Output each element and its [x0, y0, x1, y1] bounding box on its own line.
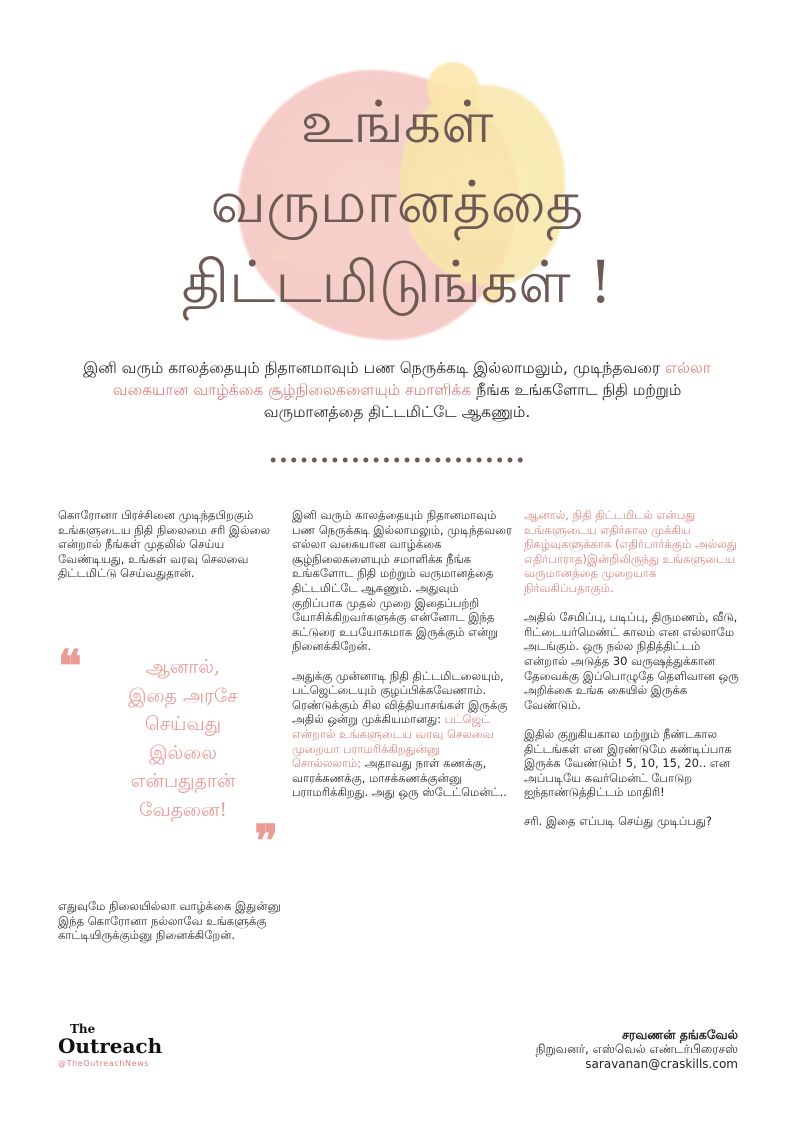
- paragraph-text: அதாவது நாள் கணக்கு, வாரக்கணக்கு, மாசக்கணக்குன்னு பராமரிக்கிறது. அது ஒரு ஸ்டேட்மென்ட்..: [292, 756, 507, 800]
- title-line: உங்கள்: [300, 88, 494, 156]
- paragraph: இதில் குறுகியகால மற்றும் நீண்டகால திட்டங்கள் என இரண்டுமே கண்டிப்பாக இருக்க வேண்டும்! 5, 10, 15, 20.. என அப்படியே கவர்மென்ட் போடுற ஐந்தாண்டுத்திட்டம் மாதிரி!: [524, 726, 732, 800]
- paragraph: இனி வரும் காலத்தையும் நிதானமாவும் பண நெருக்கடி இல்லாமலும், முடிந்தவரை எல்லா வகையான வாழ்க்கை சூழ்நிலைகளையும் சமாளிக்க நீங்க உங்களோட நிதி மற்றும் வருமானத்தை திட்டமிட்டே ஆகணும். அதுவும் குறிப்பாக முதல் முறை இதைப்பற்றி யோசிக்கிறவர்களுக்கு என்னோட இந்த கட்டுரை உபயோகமாக இருக்கும் என்று நினைக்கிறேன்.: [292, 508, 512, 654]
- logo-name: Outreach: [58, 1034, 163, 1058]
- paragraph: கொரோனா பிரச்சினை முடிந்தபிறகும் உங்களுடைய நிதி நிலைமை சரி இல்லை என்றால் நீங்கள் முதலில் செய்ய வேண்டியது, உங்கள் வரவு செலவை திட்டமிட்டு செய்வதுதான்.: [58, 508, 271, 581]
- intro-text: இனி வரும் காலத்தையும் நிதானமாவும் பண நெருக்கடி இல்லாமலும், முடிந்தவரை: [83, 359, 665, 377]
- paragraph-highlight: ஆனால், நிதி திட்டமிடல் என்பது உங்களுடைய எதிர்கால முக்கிய நிகழ்வுகளுக்காக (எதிர்பார்க்கும் அல்லது எதிர்பாராத)இன்றிலிருந்து உங்களுடைய வருமானத்தை முறையாக நிர்வகிப்பதாகும்.: [524, 508, 737, 595]
- logo-handle: @TheOutreachNews: [58, 1059, 150, 1068]
- title-line: வருமானத்தை: [210, 168, 584, 236]
- paragraph-text: அதுக்கு முன்னாடி நிதி திட்டமிடலையும், பட்ஜெட்டையும் குழப்பிக்கவேணாம். ரெண்டுக்கும் சில வித்தியாசங்கள் இருக்கு அதில் ஒன்று முக்கியமானது:: [292, 668, 508, 727]
- quote-line: ஆனால்,: [145, 656, 221, 678]
- dotted-divider: [268, 455, 526, 465]
- author-block: [536, 1027, 738, 1072]
- column-2: [292, 508, 512, 814]
- paragraph-highlight: பட்ஜெட் என்றால் உங்களுடைய வரவு செலவை முறையா பராமரிக்கிறதுன்னு சொல்லலாம்;: [292, 712, 494, 771]
- pull-quote: [58, 641, 278, 867]
- column-1-closing: [58, 899, 284, 943]
- title-line: திட்டமிடுங்கள் !: [181, 248, 613, 316]
- close-quote-icon: ❞: [254, 816, 278, 867]
- column-3: [524, 508, 746, 844]
- quote-line: இதை அரசே: [128, 684, 238, 707]
- paragraph: சரி. இதை எப்படி செய்து முடிப்பது?: [524, 814, 712, 829]
- paragraph: எதுவுமே நிலையில்லா வாழ்க்கை இதுன்னு இந்த கொரோனா நல்லாவே உங்களுக்கு காட்டியிருக்கும்னு நினைக்கிறேன்.: [58, 899, 281, 943]
- intro-text: நீங்க உங்களோட நிதி மற்றும் வருமானத்தை திட்டமிட்டே ஆகணும்.: [263, 381, 682, 421]
- author-email: saravanan@craskills.com: [585, 1057, 738, 1071]
- author-role: நிறுவனர், எஸ்வெல் எண்டர்பிரைசஸ்: [535, 1042, 738, 1056]
- intro-highlight: எல்லா வகையான வாழ்க்கை சூழ்நிலைகளையும் சமாளிக்க: [112, 359, 711, 399]
- open-quote-icon: ❝: [58, 641, 82, 692]
- quote-line: வேதனை!: [138, 798, 228, 821]
- author-name: சரவணன் தங்கவேல்: [621, 1027, 738, 1042]
- page-title: [0, 82, 794, 322]
- paragraph: [292, 669, 512, 800]
- quote-line: செய்வது: [144, 713, 222, 735]
- outreach-logo: [58, 1023, 198, 1068]
- column-1: [58, 508, 284, 596]
- intro-paragraph: [70, 357, 724, 423]
- pull-quote-text: [58, 653, 308, 824]
- quote-line: இல்லை: [148, 741, 217, 764]
- quote-line: என்பதுதான்: [130, 770, 236, 792]
- logo-the: The: [70, 1022, 96, 1036]
- paragraph: அதில் சேமிப்பு, படிப்பு, திருமணம், வீடு, ரிட்டையர்மெண்ட் காலம் என எல்லாமே அடங்கும். ஒரு நல்ல நிதித்திட்டம் என்றால் அடுத்த 30 வருஷத்துக்கான தேவைக்கு இப்பொழுதே தெளிவான ஒரு அறிக்கை உங்க கையில் இருக்க வேண்டும்.: [524, 610, 739, 712]
